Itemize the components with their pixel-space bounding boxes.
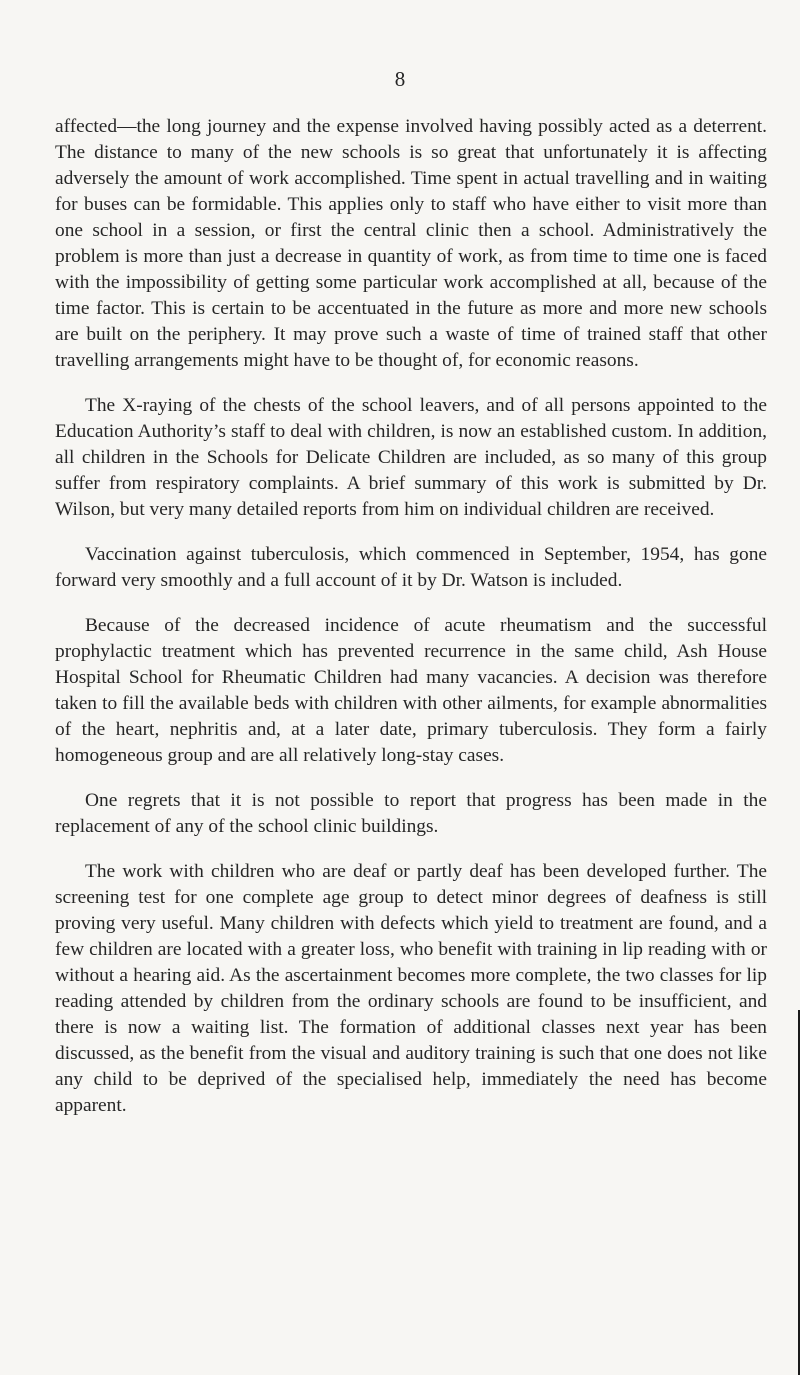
paragraph-deafness: The work with children who are deaf or partly deaf has been developed further. The screening test for one complete age group to detect minor degrees of deafness is still proving very useful. Many children with defects which yield to treatment are found, and a few children are located with a greater loss, who benefit with training in lip reading with or without a hearing aid. As the ascertainment becomes more complete, the two classes for lip reading attended by children from the ordinary schools are found to be insufficient, and there is now a waiting list. The formation of additional classes next year has been discussed, as the benefit from the visual and auditory training is such that one does not like any child to be deprived of the specialised help, immediately the need has become apparent. [55, 861, 767, 1116]
paragraph-clinic-buildings: One regrets that it is not possible to report that progress has been made in the replacement of any of the school clinic buildings. [55, 790, 767, 837]
paragraph-vaccination: Vaccination against tuberculosis, which commenced in September, 1954, has gone forward very smoothly and a full account of it by Dr. Watson is included. [55, 544, 767, 591]
paragraph-rheumatism: Because of the decreased incidence of acute rheumatism and the successful prophylactic treatment which has prevented recurrence in the same child, Ash House Hospital School for Rheumatic Children had many vacancies. A decision was therefore taken to fill the available beds with children with other ailments, for example abnormalities of the heart, nephritis and, at a later date, primary tuberculosis. They form a fairly homogeneous group and are all relatively long-stay cases. [55, 615, 767, 766]
paragraph-x-raying: The X-raying of the chests of the school leavers, and of all persons appointed to the Education Authority’s staff to deal with children, is now an established custom. In addition, all children in the Schools for Delicate Children are included, as so many of this group suffer from respiratory complaints. A brief summary of this work is submitted by Dr. Wilson, but very many detailed reports from him on individual children are received. [55, 395, 767, 520]
document-body [55, 114, 767, 1138]
page-number: 8 [394, 67, 406, 91]
paragraph-travelling-continuation: affected—the long journey and the expense involved having possibly acted as a deterrent. The distance to many of the new schools is so great that unfortunately it is affecting adversely the amount of work accomplished. Time spent in actual travelling and in waiting for buses can be formidable. This applies only to staff who have either to visit more than one school in a session, or first the central clinic then a school. Administratively the problem is more than just a decrease in quantity of work, as from time to time one is faced with the impossibility of getting some particular work accomplished at all, because of the time factor. This is certain to be accentuated in the future as more and more new schools are built on the periphery. It may prove such a waste of time of trained staff that other travelling arrangements might have to be thought of, for economic reasons. [55, 116, 767, 371]
